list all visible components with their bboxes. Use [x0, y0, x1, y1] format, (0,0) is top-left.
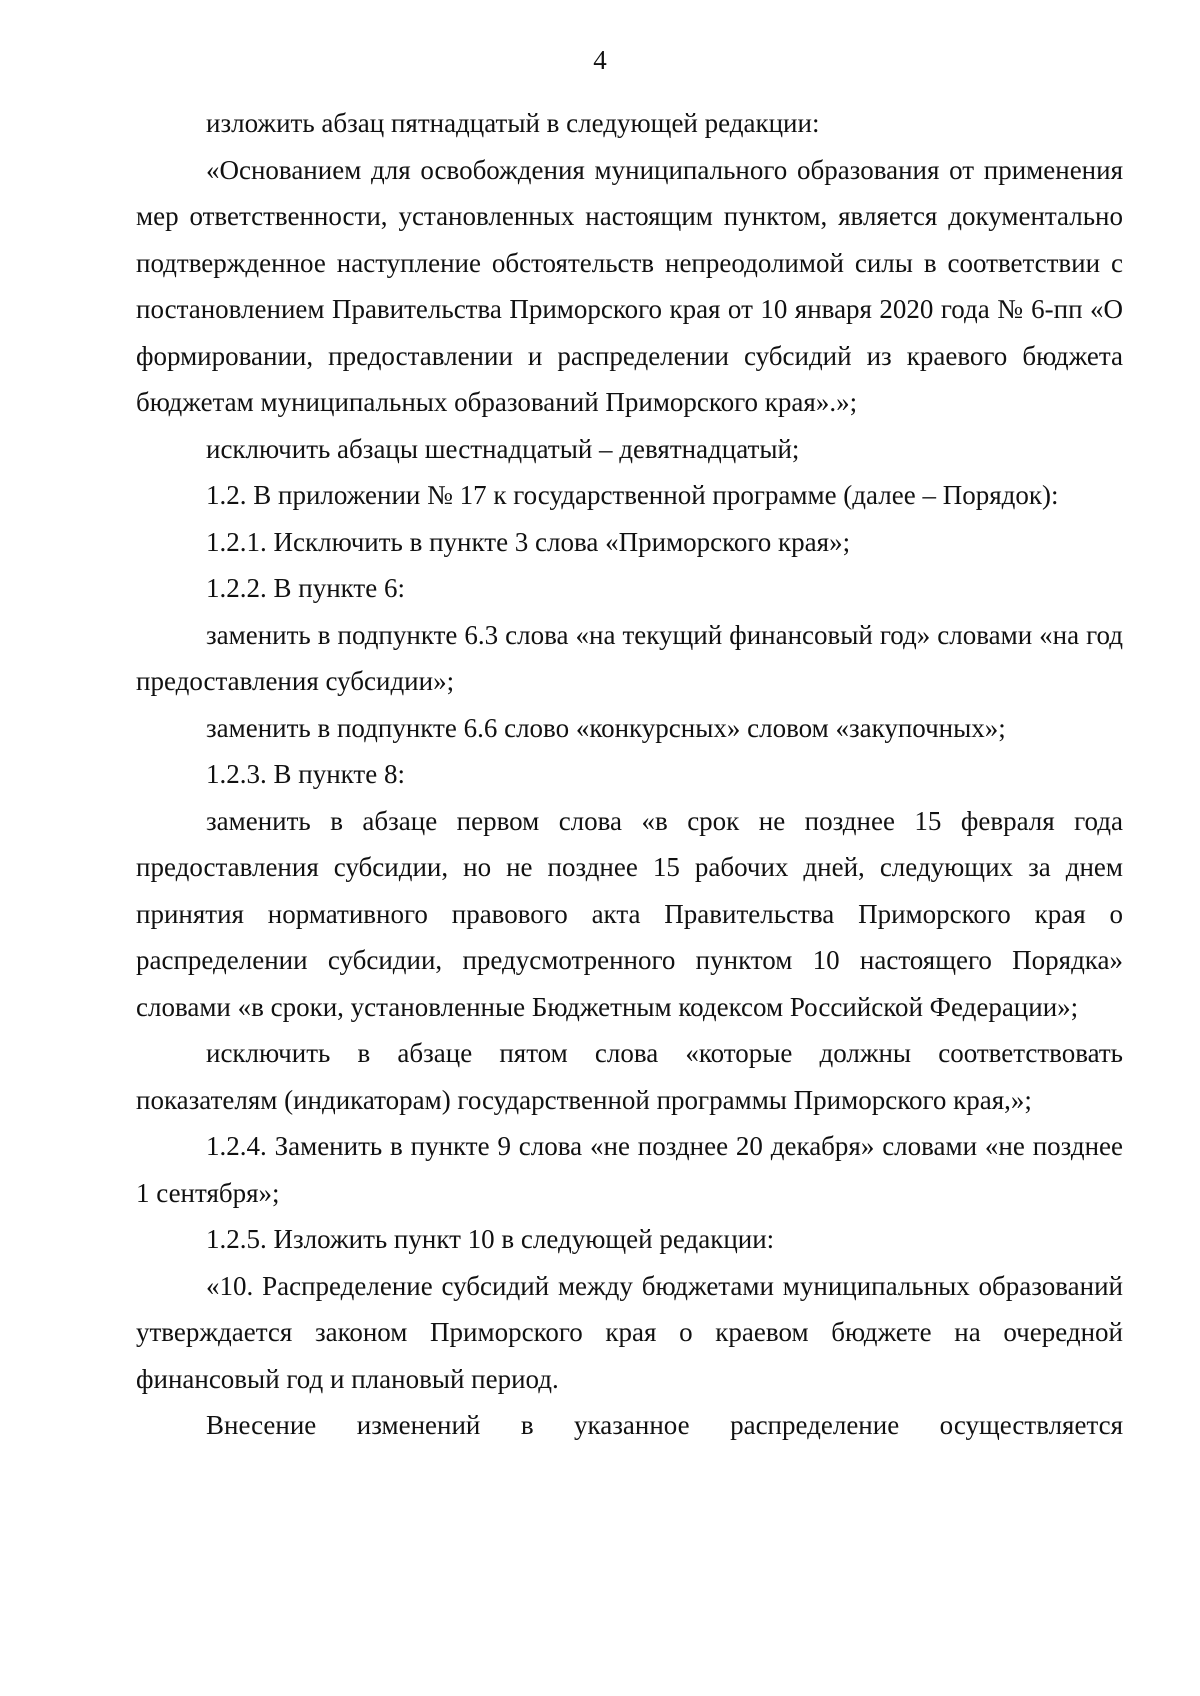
paragraph-11: исключить в абзаце пятом слова «которые должны соответствовать показателям (индикаторам) государственной программы Приморского края,»; — [136, 1038, 1123, 1115]
paragraph-2: «Основанием для освобождения муниципального образования от применения мер ответственности, установленных настоящим пунктом, является документально подтвержденное наступление обстоятельств непреодолимой силы в соответствии с постановлением Правительства Приморского края от 10 января 2020 года № 6-пп «О формировании, предоставлении и распределении субсидий из краевого бюджета бюджетам муниципальных образований Приморского края».»; — [136, 154, 1123, 417]
paragraph-15: Внесение изменений в указанное распределение осуществляется — [206, 1410, 1123, 1440]
paragraph-5: 1.2.1. Исключить в пункте 3 слова «Приморского края»; — [206, 526, 851, 557]
document-body — [136, 100, 1123, 1449]
paragraph-13: 1.2.5. Изложить пункт 10 в следующей редакции: — [206, 1224, 775, 1254]
paragraph-14: «10. Распределение субсидий между бюджетами муниципальных образований утверждается законом Приморского края о краевом бюджете на очередной финансовый год и плановый период. — [136, 1270, 1123, 1394]
paragraph-7: заменить в подпункте 6.3 слова «на текущий финансовый год» словами «на год предоставления субсидии»; — [136, 619, 1123, 696]
paragraph-9: 1.2.3. В пункте 8: — [206, 759, 405, 789]
paragraph-1: изложить абзац пятнадцатый в следующей редакции: — [206, 108, 820, 138]
paragraph-12: 1.2.4. Заменить в пункте 9 слова «не позднее 20 декабря» словами «не позднее 1 сентября»; — [136, 1131, 1123, 1208]
page-number: 4 — [593, 45, 607, 75]
paragraph-6: 1.2.2. В пункте 6: — [206, 573, 405, 603]
paragraph-10: заменить в абзаце первом слова «в срок не позднее 15 февраля года предоставления субсидии, но не позднее 15 рабочих дней, следующих за днем принятия нормативного правового акта Правительства Приморского края о распределении субсидии, предусмотренного пунктом 10 настоящего Порядка» словами «в сроки, установленные Бюджетным кодексом Российской Федерации»; — [136, 805, 1123, 1022]
paragraph-4: 1.2. В приложении № 17 к государственной программе (далее – Порядок): — [206, 480, 1059, 510]
paragraph-3: исключить абзацы шестнадцатый – девятнадцатый; — [206, 433, 800, 464]
paragraph-8: заменить в подпункте 6.6 слово «конкурсных» словом «закупочных»; — [206, 712, 1006, 743]
